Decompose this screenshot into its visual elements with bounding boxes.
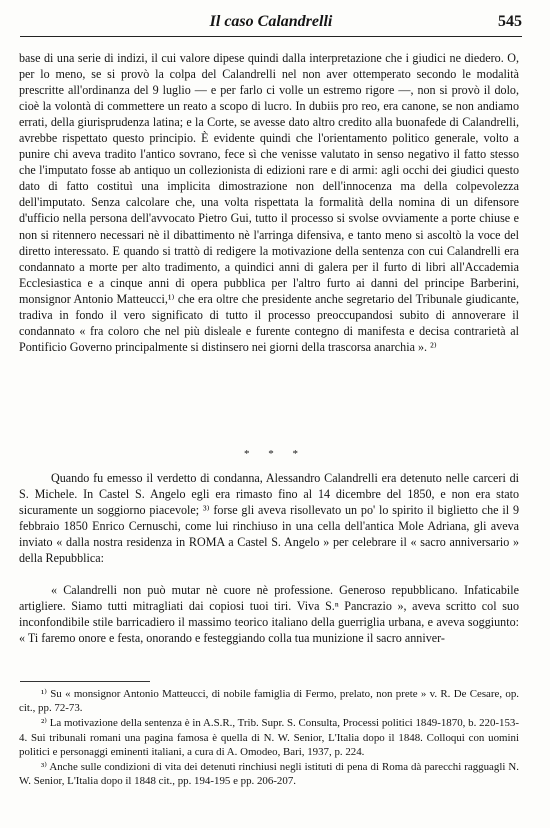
main-text-block xyxy=(19,50,519,355)
footnote-2: ²⁾ La motivazione della sentenza è in A.S.R., Trib. Supr. S. Consulta, Processi politici 1849-1870, b. 220-153-4. Sui tribunali romani una pagina famosa è quella di N. W. Senior, L'Italia dopo il 1848. Colloqui con uomini politici e personaggi eminenti italiani, a cura di A. Omodeo, Bari, 1937, p. 224. xyxy=(19,717,519,758)
body-paragraph-1: base di una serie di indizi, il cui valore dipese quindi dalla interpretazione che i giudici ne diedero. O, per lo meno, se si provò la colpa del Calandrelli nel non aver ottemperato secondo le modalità prescritte all'ordinanza del 9 luglio — e per farlo ci volle un estremo rigore —, non si provò il dolo, cioè la volontà di commettere un reato a scopo di lucro. In dubiis pro reo, era canone, se non andiamo errati, della giurisprudenza latina; e la Corte, se avesse dato altro credito alla buonafede di Calandrelli, avrebbe rispettato questo principio. È evidente quindi che l'orientamento politico generale, volto a punire chi aveva tradito l'antico sovrano, fece sì che venisse valutato in senso negativo il fatto stesso che l'imputato fosse ab antiquo un collezionista di edizioni rare e di armi: agli occhi dei giudici questo dato di fatto costituì una implicita dimostrazione non dell'innocenza ma della colpevolezza dell'imputato. Senza calcolare che, una volta rispettata la formalità della nomina di un difensore d'ufficio nella persona dell'avvocato Pietro Gui, tutto il processo si svolse ovviamente a porte chiuse e non si ritennero necessari nè il dibattimento nè l'arringa difensiva, e tanto meno si ascoltò la voce del diretto interessato. E quando si trattò di redigere la motivazione della sentenza con cui Calandrelli era condannato a morte per alto tradimento, a quindici anni di galera per il furto di libri all'Accademia Ecclesiastica e a cinque anni di opera pubblica per l'altro furto ai danni del principe Barberini, monsignor Antonio Matteucci,¹⁾ che era oltre che presidente anche segretario del Tribunale giudicante, tradiva in fondo il vero significato di tutto il processo preoccupandosi subito di annoverare il condannato « fra coloro che nel più disleale e furente contegno di manifesta e decisa contrarietà al Pontificio Governo principalmente si distinsero nei giorni della trascorsa anarchia ». ²⁾ xyxy=(19,51,519,354)
running-header xyxy=(20,12,522,34)
second-text-block xyxy=(19,470,519,566)
running-title: Il caso Calandrelli xyxy=(209,13,333,30)
section-separator: * * * xyxy=(244,448,306,460)
quotation-block xyxy=(19,582,519,646)
footnotes xyxy=(19,687,519,789)
footnote-1: ¹⁾ Su « monsignor Antonio Matteucci, di nobile famiglia di Fermo, prelato, non prete » v. R. De Cesare, op. cit., pp. 72-73. xyxy=(19,688,519,715)
header-rule xyxy=(20,36,522,37)
page-number: 545 xyxy=(498,13,522,30)
footnote-3: ³⁾ Anche sulle condizioni di vita dei detenuti rinchiusi negli istituti di pena di Roma dà parecchi ragguagli N. W. Senior, L'Italia dopo il 1848 cit., pp. 194-195 e pp. 206-207. xyxy=(19,761,519,788)
body-paragraph-3: « Calandrelli non può mutar nè cuore nè professione. Generoso repubblicano. Infaticabile artigliere. Siamo tutti mitragliati dai copiosi tuoi tiri. Viva S.ⁿ Pancrazio », aveva scritto col suo inconfondibile stile barricadiero il massimo teorico italiano della guerriglia urbana, e aveva soggiunto: « Ti faremo onore e festa, onorando e festeggiando colla tua munizione il sacro anniver- xyxy=(19,583,519,646)
body-paragraph-2: Quando fu emesso il verdetto di condanna, Alessandro Calandrelli era detenuto nelle carceri di S. Michele. In Castel S. Angelo egli era rimasto fino al 14 dicembre del 1850, e non era stato sicuramente un soggiorno piacevole; ³⁾ forse gli aveva risollevato un po' lo spirito il biglietto che il 9 febbraio 1850 Enrico Cernuschi, come lui rinchiuso in una cella dell'antica Mole Adriana, gli aveva inviato « dalla nostra residenza in ROMA a Castel S. Angelo » per celebrare il « sacro anniversario » della Repubblica: xyxy=(19,471,519,566)
footnote-rule xyxy=(20,681,150,682)
